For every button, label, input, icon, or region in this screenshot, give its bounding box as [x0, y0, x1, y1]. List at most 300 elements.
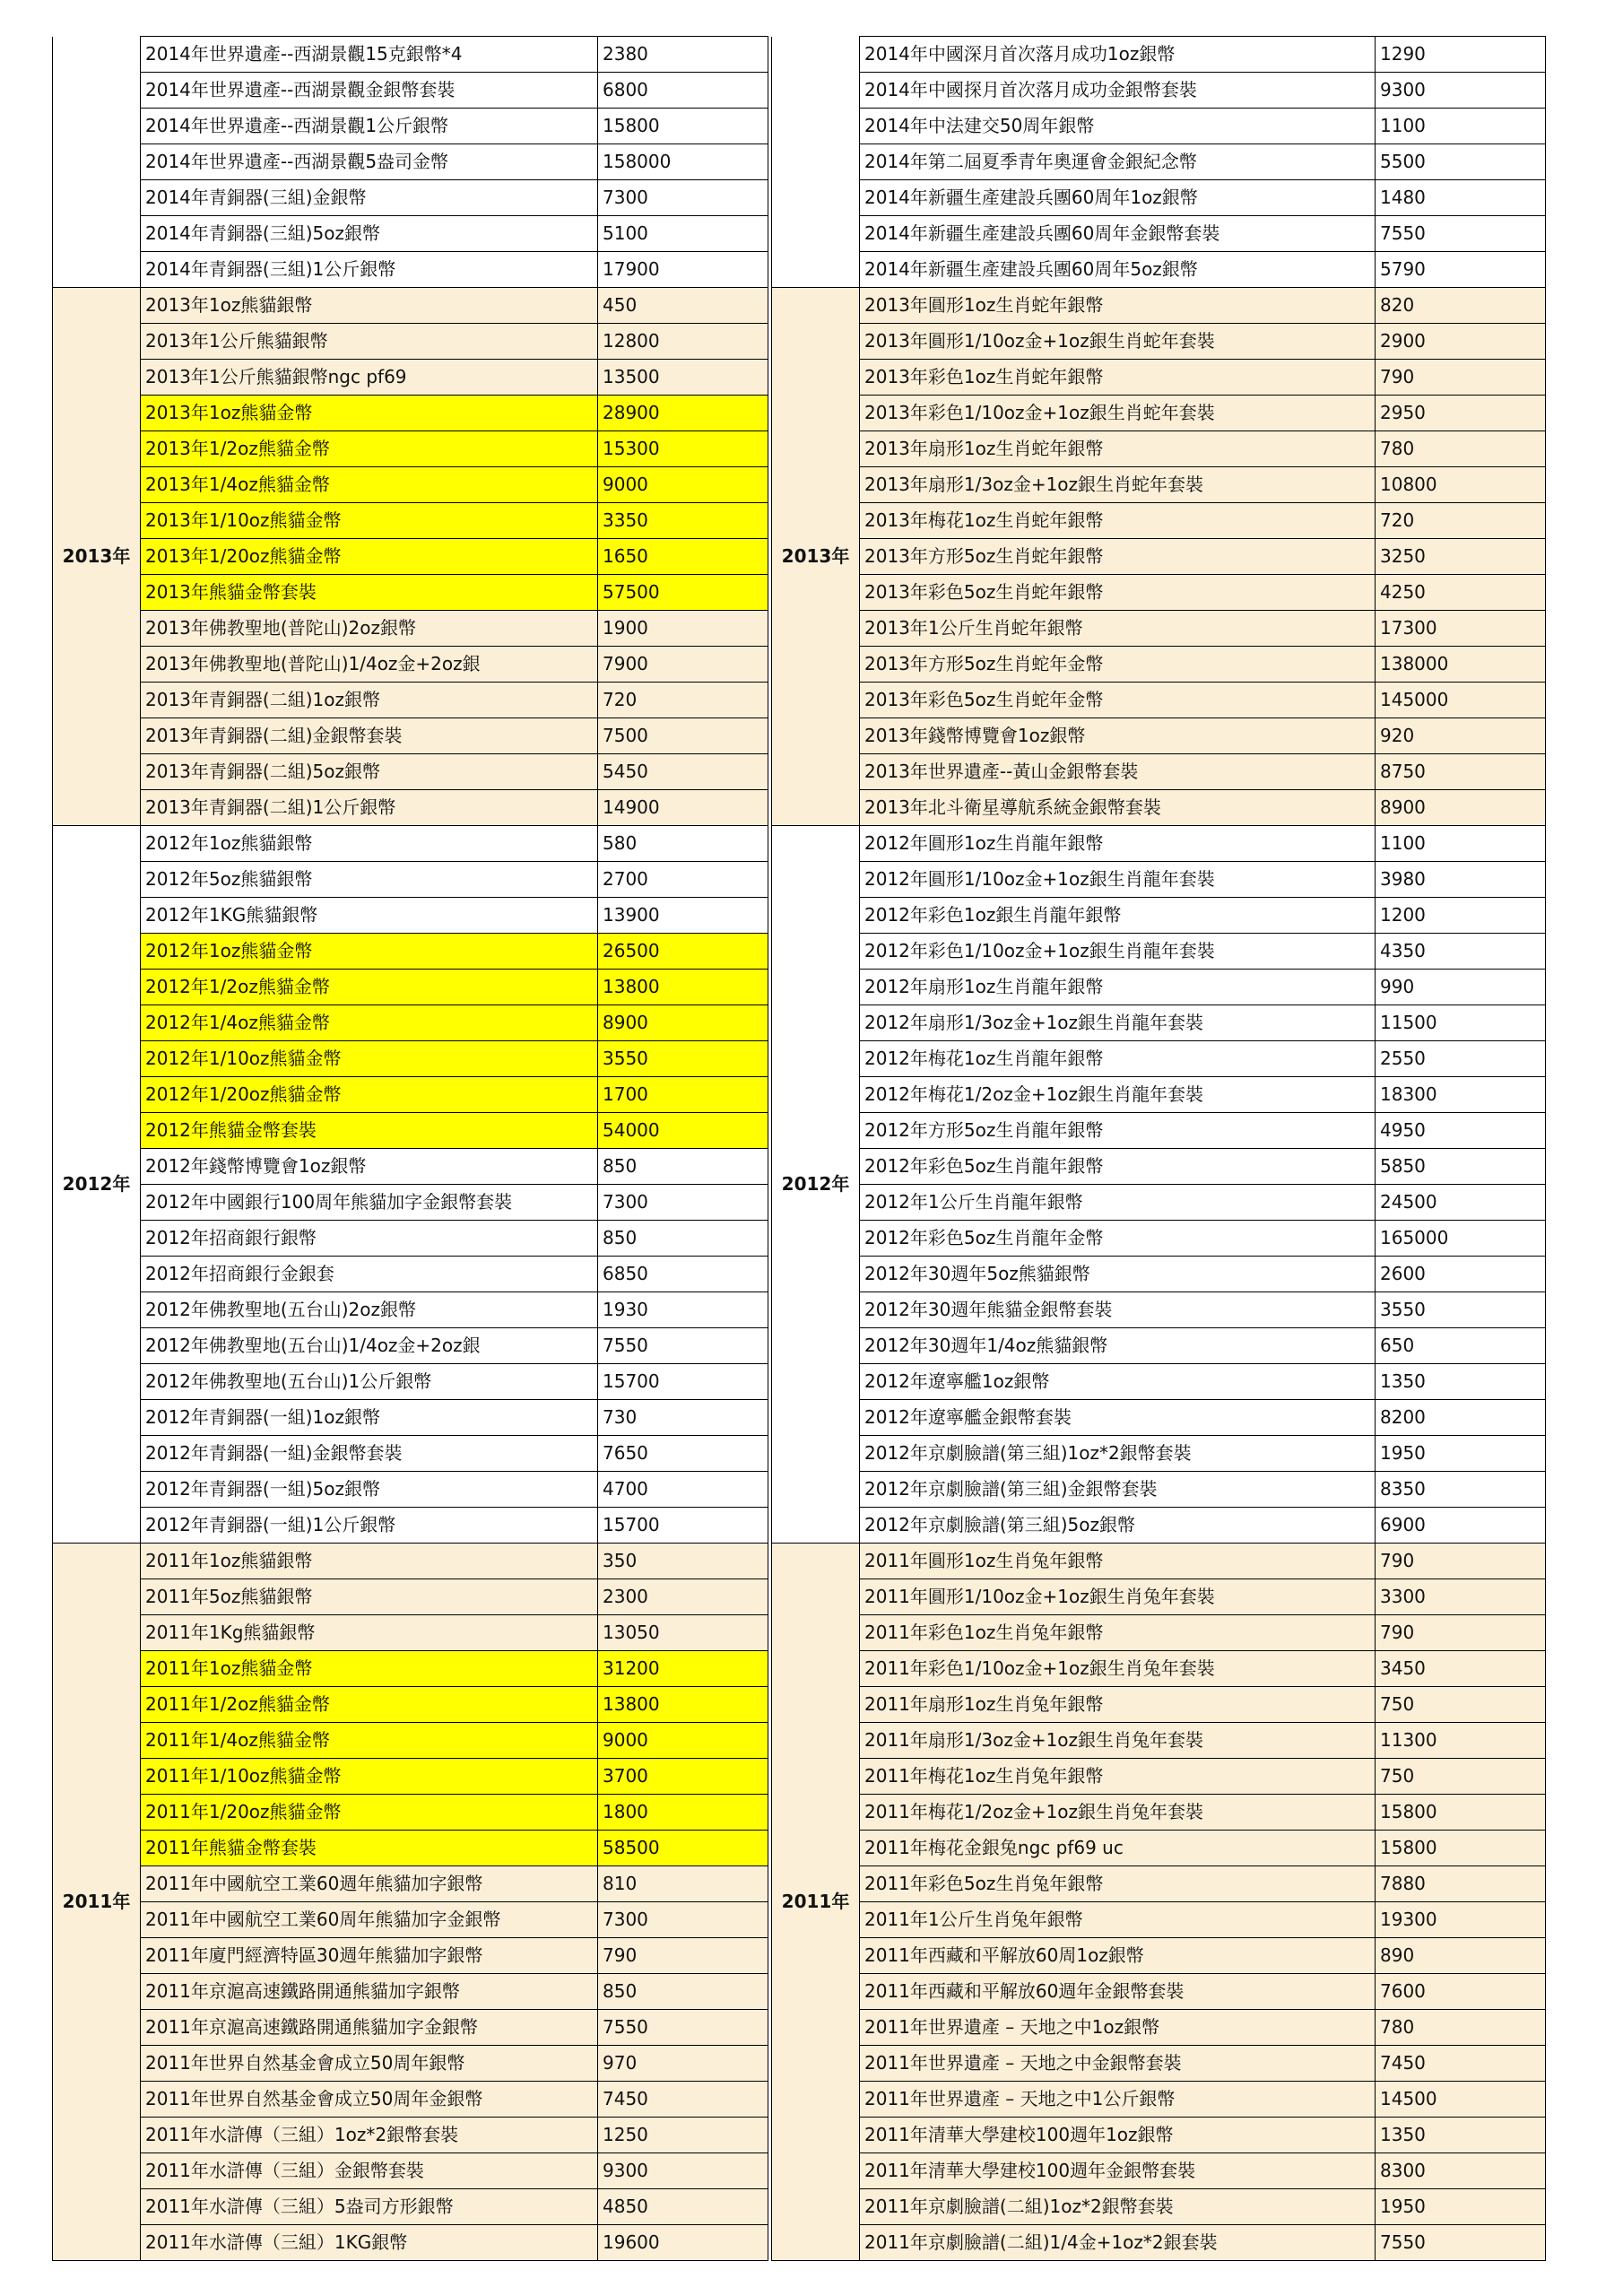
coin-name-cell: 2011年梅花1/2oz金+1oz銀生肖兔年套裝: [860, 1795, 1376, 1831]
coin-price-cell: 15700: [598, 1364, 768, 1400]
table-row: [772, 718, 1546, 754]
table-row: [772, 1938, 1546, 1974]
coin-price-cell: 1900: [598, 611, 768, 647]
table-row: [772, 1759, 1546, 1795]
coin-price-cell: 28900: [598, 396, 768, 431]
table-row: [772, 2010, 1546, 2046]
coin-name-cell: 2011年京劇臉譜(二組)1/4金+1oz*2銀套裝: [860, 2225, 1376, 2261]
table-row: [772, 503, 1546, 539]
year-group-label: [772, 37, 860, 288]
coin-price-cell: 820: [1376, 288, 1546, 324]
table-row: [772, 1400, 1546, 1436]
coin-price-cell: 3450: [1376, 1651, 1546, 1687]
coin-price-cell: 1950: [1376, 2189, 1546, 2225]
coin-name-cell: 2012年熊貓金幣套裝: [141, 1113, 598, 1149]
year-group-label: 2012年: [53, 826, 141, 1544]
coin-name-cell: 2012年青銅器(一組)1oz銀幣: [141, 1400, 598, 1436]
coin-price-cell: 5500: [1376, 144, 1546, 180]
coin-name-cell: 2013年青銅器(二組)1公斤銀幣: [141, 790, 598, 826]
coin-name-cell: 2012年1公斤生肖龍年銀幣: [860, 1185, 1376, 1221]
coin-price-cell: 850: [598, 1974, 768, 2010]
coin-name-cell: 2011年清華大學建校100週年金銀幣套裝: [860, 2153, 1376, 2189]
coin-name-cell: 2011年彩色1oz生肖兔年銀幣: [860, 1615, 1376, 1651]
coin-name-cell: 2013年1公斤生肖蛇年銀幣: [860, 611, 1376, 647]
coin-price-cell: 15800: [1376, 1795, 1546, 1831]
table-row: [53, 324, 768, 360]
coin-name-cell: 2012年圓形1oz生肖龍年銀幣: [860, 826, 1376, 862]
coin-name-cell: 2011年中國航空工業60周年熊貓加字金銀幣: [141, 1902, 598, 1938]
coin-price-cell: 780: [1376, 2010, 1546, 2046]
coin-name-cell: 2013年扇形1/3oz金+1oz銀生肖蛇年套裝: [860, 467, 1376, 503]
coin-price-cell: 4850: [598, 2189, 768, 2225]
table-row: [772, 109, 1546, 144]
coin-name-cell: 2012年1oz熊貓銀幣: [141, 826, 598, 862]
coin-name-cell: 2013年世界遺產--黃山金銀幣套裝: [860, 754, 1376, 790]
table-row: [53, 216, 768, 252]
coin-name-cell: 2013年彩色5oz生肖蛇年銀幣: [860, 575, 1376, 611]
coin-price-cell: 350: [598, 1544, 768, 1579]
table-row: [772, 575, 1546, 611]
coin-name-cell: 2014年世界遺產--西湖景觀金銀幣套裝: [141, 73, 598, 109]
coin-price-cell: 1100: [1376, 109, 1546, 144]
coin-name-cell: 2012年青銅器(一組)5oz銀幣: [141, 1472, 598, 1508]
coin-price-cell: 850: [598, 1221, 768, 1257]
coin-name-cell: 2013年熊貓金幣套裝: [141, 575, 598, 611]
coin-name-cell: 2011年世界自然基金會成立50周年銀幣: [141, 2046, 598, 2082]
coin-price-cell: 750: [1376, 1687, 1546, 1723]
coin-price-cell: 5850: [1376, 1149, 1546, 1185]
coin-name-cell: 2013年圓形1/10oz金+1oz銀生肖蛇年套裝: [860, 324, 1376, 360]
table-row: [53, 1831, 768, 1866]
coin-price-cell: 8900: [1376, 790, 1546, 826]
table-row: [772, 1974, 1546, 2010]
table-row: [53, 180, 768, 216]
coin-name-cell: 2012年佛教聖地(五台山)1公斤銀幣: [141, 1364, 598, 1400]
table-row: [53, 1005, 768, 1041]
table-row: [772, 2153, 1546, 2189]
table-row: [53, 611, 768, 647]
coin-name-cell: 2012年遼寧艦1oz銀幣: [860, 1364, 1376, 1400]
coin-price-cell: 2300: [598, 1579, 768, 1615]
coin-name-cell: 2012年1KG熊貓銀幣: [141, 898, 598, 934]
coin-name-cell: 2011年1公斤生肖兔年銀幣: [860, 1902, 1376, 1938]
coin-name-cell: 2012年彩色1oz銀生肖龍年銀幣: [860, 898, 1376, 934]
coin-price-cell: 4350: [1376, 934, 1546, 970]
table-row: [53, 790, 768, 826]
table-row: [772, 1149, 1546, 1185]
coin-name-cell: 2012年梅花1oz生肖龍年銀幣: [860, 1041, 1376, 1077]
coin-name-cell: 2012年梅花1/2oz金+1oz銀生肖龍年套裝: [860, 1077, 1376, 1113]
coin-price-cell: 1480: [1376, 180, 1546, 216]
coin-name-cell: 2013年佛教聖地(普陀山)2oz銀幣: [141, 611, 598, 647]
table-row: [772, 1005, 1546, 1041]
coin-price-cell: 3250: [1376, 539, 1546, 575]
coin-name-cell: 2011年1oz熊貓銀幣: [141, 1544, 598, 1579]
coin-price-cell: 7300: [598, 180, 768, 216]
table-row: [53, 970, 768, 1005]
coin-price-cell: 1200: [1376, 898, 1546, 934]
table-row: [772, 1257, 1546, 1292]
table-row: [53, 862, 768, 898]
table-row: [772, 1723, 1546, 1759]
coin-price-cell: 730: [598, 1400, 768, 1436]
table-row: [772, 683, 1546, 718]
table-row: [772, 324, 1546, 360]
coin-name-cell: 2013年方形5oz生肖蛇年銀幣: [860, 539, 1376, 575]
coin-name-cell: 2012年扇形1/3oz金+1oz銀生肖龍年套裝: [860, 1005, 1376, 1041]
coin-price-cell: 13050: [598, 1615, 768, 1651]
coin-name-cell: 2013年1/4oz熊貓金幣: [141, 467, 598, 503]
coin-name-cell: 2012年青銅器(一組)金銀幣套裝: [141, 1436, 598, 1472]
table-row: [772, 396, 1546, 431]
coin-name-cell: 2013年方形5oz生肖蛇年金幣: [860, 647, 1376, 683]
table-row: [53, 2118, 768, 2153]
coin-name-cell: 2011年水滸傳（三組）5盎司方形銀幣: [141, 2189, 598, 2225]
coin-price-cell: 7550: [598, 1328, 768, 1364]
table-row: [772, 1436, 1546, 1472]
table-row: [53, 1113, 768, 1149]
coin-name-cell: 2012年彩色5oz生肖龍年銀幣: [860, 1149, 1376, 1185]
coin-name-cell: 2011年世界遺產 – 天地之中金銀幣套裝: [860, 2046, 1376, 2082]
coin-name-cell: 2012年5oz熊貓銀幣: [141, 862, 598, 898]
coin-price-cell: 57500: [598, 575, 768, 611]
coin-price-cell: 5450: [598, 754, 768, 790]
year-group-label: 2013年: [772, 288, 860, 826]
table-row: [53, 1149, 768, 1185]
coin-name-cell: 2011年水滸傳（三組）金銀幣套裝: [141, 2153, 598, 2189]
coin-price-cell: 2380: [598, 37, 768, 73]
coin-name-cell: 2011年京滬高速鐵路開通熊貓加字銀幣: [141, 1974, 598, 2010]
coin-price-cell: 790: [1376, 1544, 1546, 1579]
table-row: [53, 1257, 768, 1292]
table-row: [772, 1579, 1546, 1615]
table-row: [53, 898, 768, 934]
coin-price-cell: 58500: [598, 1831, 768, 1866]
table-row: [53, 37, 768, 73]
coin-name-cell: 2012年京劇臉譜(第三組)1oz*2銀幣套裝: [860, 1436, 1376, 1472]
table-row: [53, 575, 768, 611]
coin-price-cell: 9000: [598, 1723, 768, 1759]
coin-price-cell: 2600: [1376, 1257, 1546, 1292]
coin-name-cell: 2011年1/10oz熊貓金幣: [141, 1759, 598, 1795]
coin-price-cell: 12800: [598, 324, 768, 360]
table-row: [772, 1221, 1546, 1257]
table-row: [772, 1866, 1546, 1902]
table-row: [772, 1077, 1546, 1113]
table-row: [53, 503, 768, 539]
table-row: [53, 2153, 768, 2189]
coin-price-cell: 890: [1376, 1938, 1546, 1974]
table-row: [53, 1077, 768, 1113]
table-row: [53, 1221, 768, 1257]
right-price-table: [771, 36, 1546, 2261]
year-group-label: 2011年: [772, 1544, 860, 2261]
table-row: [53, 1400, 768, 1436]
year-group-label: 2011年: [53, 1544, 141, 2261]
coin-price-cell: 24500: [1376, 1185, 1546, 1221]
table-row: [772, 360, 1546, 396]
coin-name-cell: 2012年青銅器(一組)1公斤銀幣: [141, 1508, 598, 1544]
coin-name-cell: 2012年30週年熊貓金銀幣套裝: [860, 1292, 1376, 1328]
coin-price-cell: 17900: [598, 252, 768, 288]
coin-name-cell: 2013年彩色5oz生肖蛇年金幣: [860, 683, 1376, 718]
coin-name-cell: 2012年彩色5oz生肖龍年金幣: [860, 1221, 1376, 1257]
coin-name-cell: 2013年彩色1/10oz金+1oz銀生肖蛇年套裝: [860, 396, 1376, 431]
coin-name-cell: 2012年方形5oz生肖龍年銀幣: [860, 1113, 1376, 1149]
table-row: [53, 2189, 768, 2225]
coin-name-cell: 2012年京劇臉譜(第三組)5oz銀幣: [860, 1508, 1376, 1544]
coin-name-cell: 2012年彩色1/10oz金+1oz銀生肖龍年套裝: [860, 934, 1376, 970]
coin-name-cell: 2013年錢幣博覽會1oz銀幣: [860, 718, 1376, 754]
coin-price-cell: 138000: [1376, 647, 1546, 683]
coin-name-cell: 2014年中國探月首次落月成功金銀幣套裝: [860, 73, 1376, 109]
coin-name-cell: 2011年1/20oz熊貓金幣: [141, 1795, 598, 1831]
coin-price-cell: 14500: [1376, 2082, 1546, 2118]
table-row: [53, 1759, 768, 1795]
coin-price-cell: 1100: [1376, 826, 1546, 862]
coin-name-cell: 2014年中法建交50周年銀幣: [860, 109, 1376, 144]
table-row: [772, 431, 1546, 467]
table-row: [772, 1292, 1546, 1328]
table-row: [772, 862, 1546, 898]
table-row: [53, 826, 768, 862]
table-row: [53, 396, 768, 431]
coin-name-cell: 2011年中國航空工業60週年熊貓加字銀幣: [141, 1866, 598, 1902]
coin-price-cell: 1950: [1376, 1436, 1546, 1472]
table-row: [53, 360, 768, 396]
coin-name-cell: 2013年1/10oz熊貓金幣: [141, 503, 598, 539]
table-row: [772, 467, 1546, 503]
coin-name-cell: 2014年青銅器(三組)金銀幣: [141, 180, 598, 216]
table-row: [772, 1185, 1546, 1221]
coin-name-cell: 2012年1/2oz熊貓金幣: [141, 970, 598, 1005]
coin-price-cell: 9300: [598, 2153, 768, 2189]
coin-name-cell: 2011年扇形1oz生肖兔年銀幣: [860, 1687, 1376, 1723]
table-row: [772, 1041, 1546, 1077]
coin-price-cell: 1700: [598, 1077, 768, 1113]
table-row: [53, 1723, 768, 1759]
coin-name-cell: 2011年圓形1oz生肖兔年銀幣: [860, 1544, 1376, 1579]
coin-price-cell: 6800: [598, 73, 768, 109]
coin-name-cell: 2011年京劇臉譜(二組)1oz*2銀幣套裝: [860, 2189, 1376, 2225]
coin-name-cell: 2011年1/4oz熊貓金幣: [141, 1723, 598, 1759]
coin-name-cell: 2012年錢幣博覽會1oz銀幣: [141, 1149, 598, 1185]
coin-price-cell: 6900: [1376, 1508, 1546, 1544]
coin-price-cell: 13900: [598, 898, 768, 934]
coin-name-cell: 2013年1/2oz熊貓金幣: [141, 431, 598, 467]
table-row: [53, 1615, 768, 1651]
coin-name-cell: 2012年30週年5oz熊貓銀幣: [860, 1257, 1376, 1292]
table-row: [772, 647, 1546, 683]
coin-price-cell: 2700: [598, 862, 768, 898]
table-row: [772, 898, 1546, 934]
coin-price-cell: 920: [1376, 718, 1546, 754]
coin-price-cell: 3550: [1376, 1292, 1546, 1328]
coin-price-cell: 450: [598, 288, 768, 324]
coin-name-cell: 2011年圓形1/10oz金+1oz銀生肖兔年套裝: [860, 1579, 1376, 1615]
table-row: [772, 1544, 1546, 1579]
coin-price-cell: 1250: [598, 2118, 768, 2153]
table-row: [772, 1831, 1546, 1866]
table-row: [53, 1544, 768, 1579]
coin-price-cell: 750: [1376, 1759, 1546, 1795]
table-row: [772, 37, 1546, 73]
coin-price-cell: 1350: [1376, 1364, 1546, 1400]
table-row: [53, 647, 768, 683]
coin-price-cell: 31200: [598, 1651, 768, 1687]
coin-name-cell: 2011年熊貓金幣套裝: [141, 1831, 598, 1866]
table-row: [53, 934, 768, 970]
table-row: [772, 216, 1546, 252]
table-row: [53, 718, 768, 754]
table-row: [772, 144, 1546, 180]
table-row: [53, 683, 768, 718]
table-row: [772, 288, 1546, 324]
coin-price-cell: 17300: [1376, 611, 1546, 647]
coin-price-cell: 13800: [598, 1687, 768, 1723]
coin-name-cell: 2013年1公斤熊貓銀幣ngc pf69: [141, 360, 598, 396]
coin-price-cell: 1650: [598, 539, 768, 575]
coin-name-cell: 2013年青銅器(二組)1oz銀幣: [141, 683, 598, 718]
table-row: [53, 1292, 768, 1328]
table-row: [53, 2010, 768, 2046]
coin-name-cell: 2013年青銅器(二組)5oz銀幣: [141, 754, 598, 790]
coin-name-cell: 2011年水滸傳（三組）1KG銀幣: [141, 2225, 598, 2261]
coin-price-cell: 158000: [598, 144, 768, 180]
table-row: [53, 431, 768, 467]
table-row: [53, 252, 768, 288]
table-row: [772, 1687, 1546, 1723]
table-row: [53, 1364, 768, 1400]
coin-price-cell: 13500: [598, 360, 768, 396]
coin-name-cell: 2011年廈門經濟特區30週年熊貓加字銀幣: [141, 1938, 598, 1974]
coin-price-cell: 7650: [598, 1436, 768, 1472]
coin-price-cell: 7450: [598, 2082, 768, 2118]
coin-name-cell: 2013年1oz熊貓金幣: [141, 396, 598, 431]
table-row: [53, 1687, 768, 1723]
coin-name-cell: 2012年中國銀行100周年熊貓加字金銀幣套裝: [141, 1185, 598, 1221]
year-group-label: 2012年: [772, 826, 860, 1544]
table-row: [772, 1615, 1546, 1651]
coin-name-cell: 2013年梅花1oz生肖蛇年銀幣: [860, 503, 1376, 539]
coin-name-cell: 2012年招商銀行金銀套: [141, 1257, 598, 1292]
table-row: [53, 754, 768, 790]
coin-name-cell: 2012年1oz熊貓金幣: [141, 934, 598, 970]
coin-price-cell: 8200: [1376, 1400, 1546, 1436]
table-row: [53, 1579, 768, 1615]
table-row: [772, 826, 1546, 862]
coin-name-cell: 2013年彩色1oz生肖蛇年銀幣: [860, 360, 1376, 396]
table-row: [53, 1436, 768, 1472]
coin-name-cell: 2011年1Kg熊貓銀幣: [141, 1615, 598, 1651]
table-row: [772, 1508, 1546, 1544]
coin-price-cell: 1290: [1376, 37, 1546, 73]
table-row: [772, 1472, 1546, 1508]
coin-name-cell: 2012年圓形1/10oz金+1oz銀生肖龍年套裝: [860, 862, 1376, 898]
table-row: [772, 1113, 1546, 1149]
coin-price-cell: 2550: [1376, 1041, 1546, 1077]
coin-name-cell: 2012年京劇臉譜(第三組)金銀幣套裝: [860, 1472, 1376, 1508]
coin-name-cell: 2013年佛教聖地(普陀山)1/4oz金+2oz銀: [141, 647, 598, 683]
coin-name-cell: 2014年新疆生產建設兵團60周年金銀幣套裝: [860, 216, 1376, 252]
coin-name-cell: 2011年西藏和平解放60周1oz銀幣: [860, 1938, 1376, 1974]
left-price-table: [52, 36, 768, 2261]
coin-name-cell: 2012年招商銀行銀幣: [141, 1221, 598, 1257]
coin-price-cell: 7900: [598, 647, 768, 683]
coin-name-cell: 2014年第二屆夏季青年奧運會金銀紀念幣: [860, 144, 1376, 180]
coin-name-cell: 2012年遼寧艦金銀幣套裝: [860, 1400, 1376, 1436]
coin-name-cell: 2012年1/4oz熊貓金幣: [141, 1005, 598, 1041]
coin-name-cell: 2011年彩色5oz生肖兔年銀幣: [860, 1866, 1376, 1902]
coin-name-cell: 2011年梅花金銀兔ngc pf69 uc: [860, 1831, 1376, 1866]
coin-price-cell: 14900: [598, 790, 768, 826]
coin-name-cell: 2011年世界遺產 – 天地之中1oz銀幣: [860, 2010, 1376, 2046]
coin-price-cell: 7300: [598, 1185, 768, 1221]
coin-name-cell: 2011年西藏和平解放60週年金銀幣套裝: [860, 1974, 1376, 2010]
coin-name-cell: 2014年世界遺產--西湖景觀15克銀幣*4: [141, 37, 598, 73]
coin-name-cell: 2013年1/20oz熊貓金幣: [141, 539, 598, 575]
coin-price-cell: 9300: [1376, 73, 1546, 109]
coin-price-cell: 8900: [598, 1005, 768, 1041]
coin-name-cell: 2011年扇形1/3oz金+1oz銀生肖兔年套裝: [860, 1723, 1376, 1759]
coin-name-cell: 2013年青銅器(二組)金銀幣套裝: [141, 718, 598, 754]
coin-name-cell: 2014年新疆生產建設兵團60周年1oz銀幣: [860, 180, 1376, 216]
table-row: [772, 180, 1546, 216]
table-row: [53, 2082, 768, 2118]
coin-price-cell: 19300: [1376, 1902, 1546, 1938]
coin-price-cell: 1800: [598, 1795, 768, 1831]
table-row: [53, 1974, 768, 2010]
coin-price-cell: 10800: [1376, 467, 1546, 503]
coin-price-cell: 780: [1376, 431, 1546, 467]
coin-name-cell: 2011年梅花1oz生肖兔年銀幣: [860, 1759, 1376, 1795]
coin-price-cell: 7550: [1376, 216, 1546, 252]
coin-price-cell: 990: [1376, 970, 1546, 1005]
table-row: [53, 73, 768, 109]
coin-price-cell: 9000: [598, 467, 768, 503]
table-row: [53, 2046, 768, 2082]
table-row: [772, 252, 1546, 288]
table-row: [53, 144, 768, 180]
coin-name-cell: 2011年清華大學建校100週年1oz銀幣: [860, 2118, 1376, 2153]
table-row: [53, 1866, 768, 1902]
coin-price-cell: 1350: [1376, 2118, 1546, 2153]
coin-name-cell: 2011年1oz熊貓金幣: [141, 1651, 598, 1687]
coin-price-cell: 3550: [598, 1041, 768, 1077]
year-group-label: [53, 37, 141, 288]
coin-price-cell: 8350: [1376, 1472, 1546, 1508]
coin-price-cell: 7880: [1376, 1866, 1546, 1902]
table-row: [772, 754, 1546, 790]
coin-name-cell: 2014年世界遺產--西湖景觀5盎司金幣: [141, 144, 598, 180]
table-row: [53, 1041, 768, 1077]
table-row: [772, 2082, 1546, 2118]
table-row: [772, 2046, 1546, 2082]
coin-price-cell: 3980: [1376, 862, 1546, 898]
table-row: [772, 539, 1546, 575]
coin-price-cell: 8300: [1376, 2153, 1546, 2189]
coin-price-cell: 19600: [598, 2225, 768, 2261]
coin-price-cell: 4700: [598, 1472, 768, 1508]
coin-price-cell: 7550: [1376, 2225, 1546, 2261]
coin-price-cell: 3700: [598, 1759, 768, 1795]
table-row: [772, 1795, 1546, 1831]
coin-price-cell: 15300: [598, 431, 768, 467]
coin-name-cell: 2014年青銅器(三組)5oz銀幣: [141, 216, 598, 252]
coin-name-cell: 2012年1/20oz熊貓金幣: [141, 1077, 598, 1113]
coin-price-cell: 970: [598, 2046, 768, 2082]
table-row: [772, 790, 1546, 826]
